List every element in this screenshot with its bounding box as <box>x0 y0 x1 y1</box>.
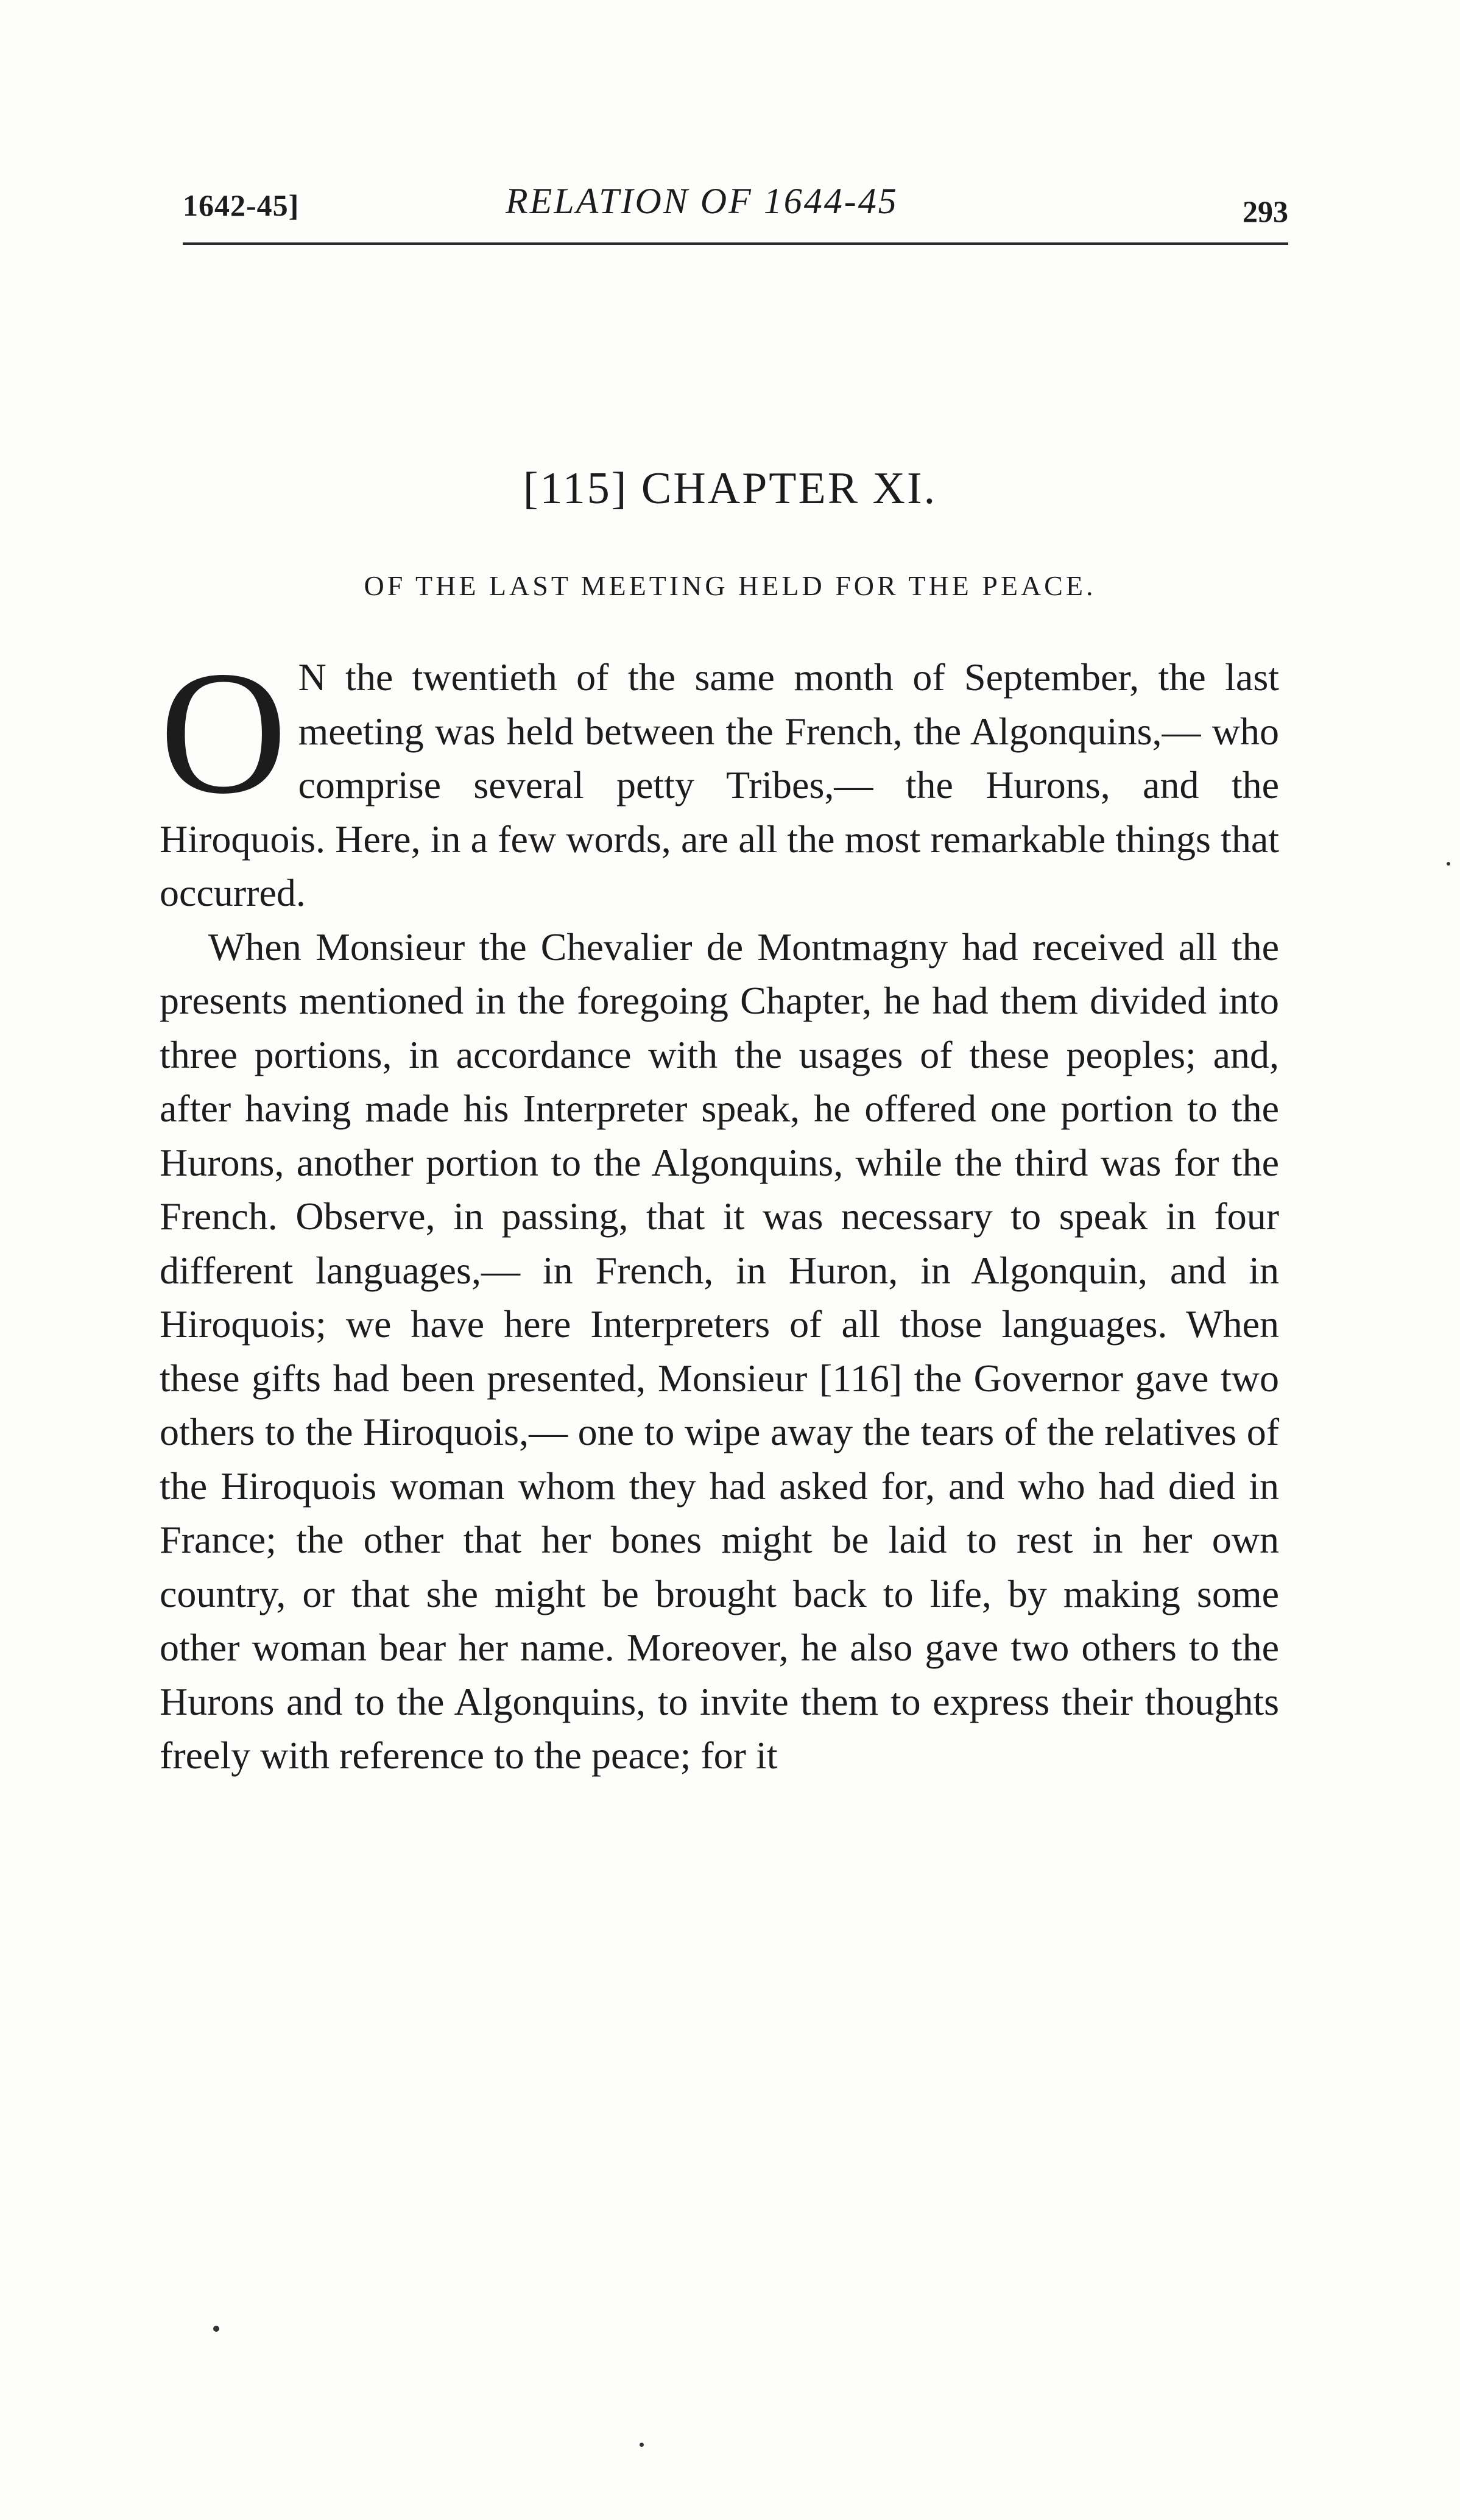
page-number: 293 <box>1243 194 1288 228</box>
header-rule <box>183 242 1288 245</box>
paragraph-1 <box>160 635 1279 920</box>
chapter-title: [115] CHAPTER XI. <box>523 464 937 514</box>
print-speck <box>640 2443 644 2447</box>
chapter-subtitle: OF THE LAST MEETING HELD FOR THE PEACE. <box>364 570 1096 601</box>
running-head <box>183 177 1288 244</box>
running-head-years: 1642-45] <box>183 188 300 222</box>
print-speck <box>1447 862 1450 866</box>
drop-cap: O <box>160 635 287 830</box>
paragraph-1-text: N the twentieth of the same month of September, the last meeting was held between the French, the Algonquins,— who comprise several petty Tribes,— the Hurons, and the Hiroquois. Here, in a few words, are all the most remarkable things that occurred. <box>160 655 1279 914</box>
paragraph-2: When Monsieur the Chevalier de Montmagny had received all the presents mentioned in the foregoing Chapter, he had them divided into three portions, in accordance with the usages of these peoples; and, after having made his Interpreter speak, he offered one portion to the Hurons, another portion to the Algonquins, while the third was for the French. Observe, in passing, that it was necessary to speak in four different languages,— in French, in Huron, in Algonquin, and in Hiroquois; we have here Interpreters of all those languages. When these gifts had been presented, Monsieur [116] the Governor gave two others to the Hiroquois,— one to wipe away the tears of the relatives of the Hiroquois woman whom they had asked for, and who had died in France; the other that her bones might be laid to rest in her own country, or that she might be brought back to life, by making some other woman bear her name. Moreover, he also gave two others to the Hurons and to the Algonquins, to invite them to express their thoughts freely with reference to the peace; for it <box>160 925 1279 1777</box>
running-head-title: RELATION OF 1644-45 <box>506 181 898 221</box>
print-speck <box>213 2326 219 2332</box>
body-text <box>160 635 1279 1783</box>
